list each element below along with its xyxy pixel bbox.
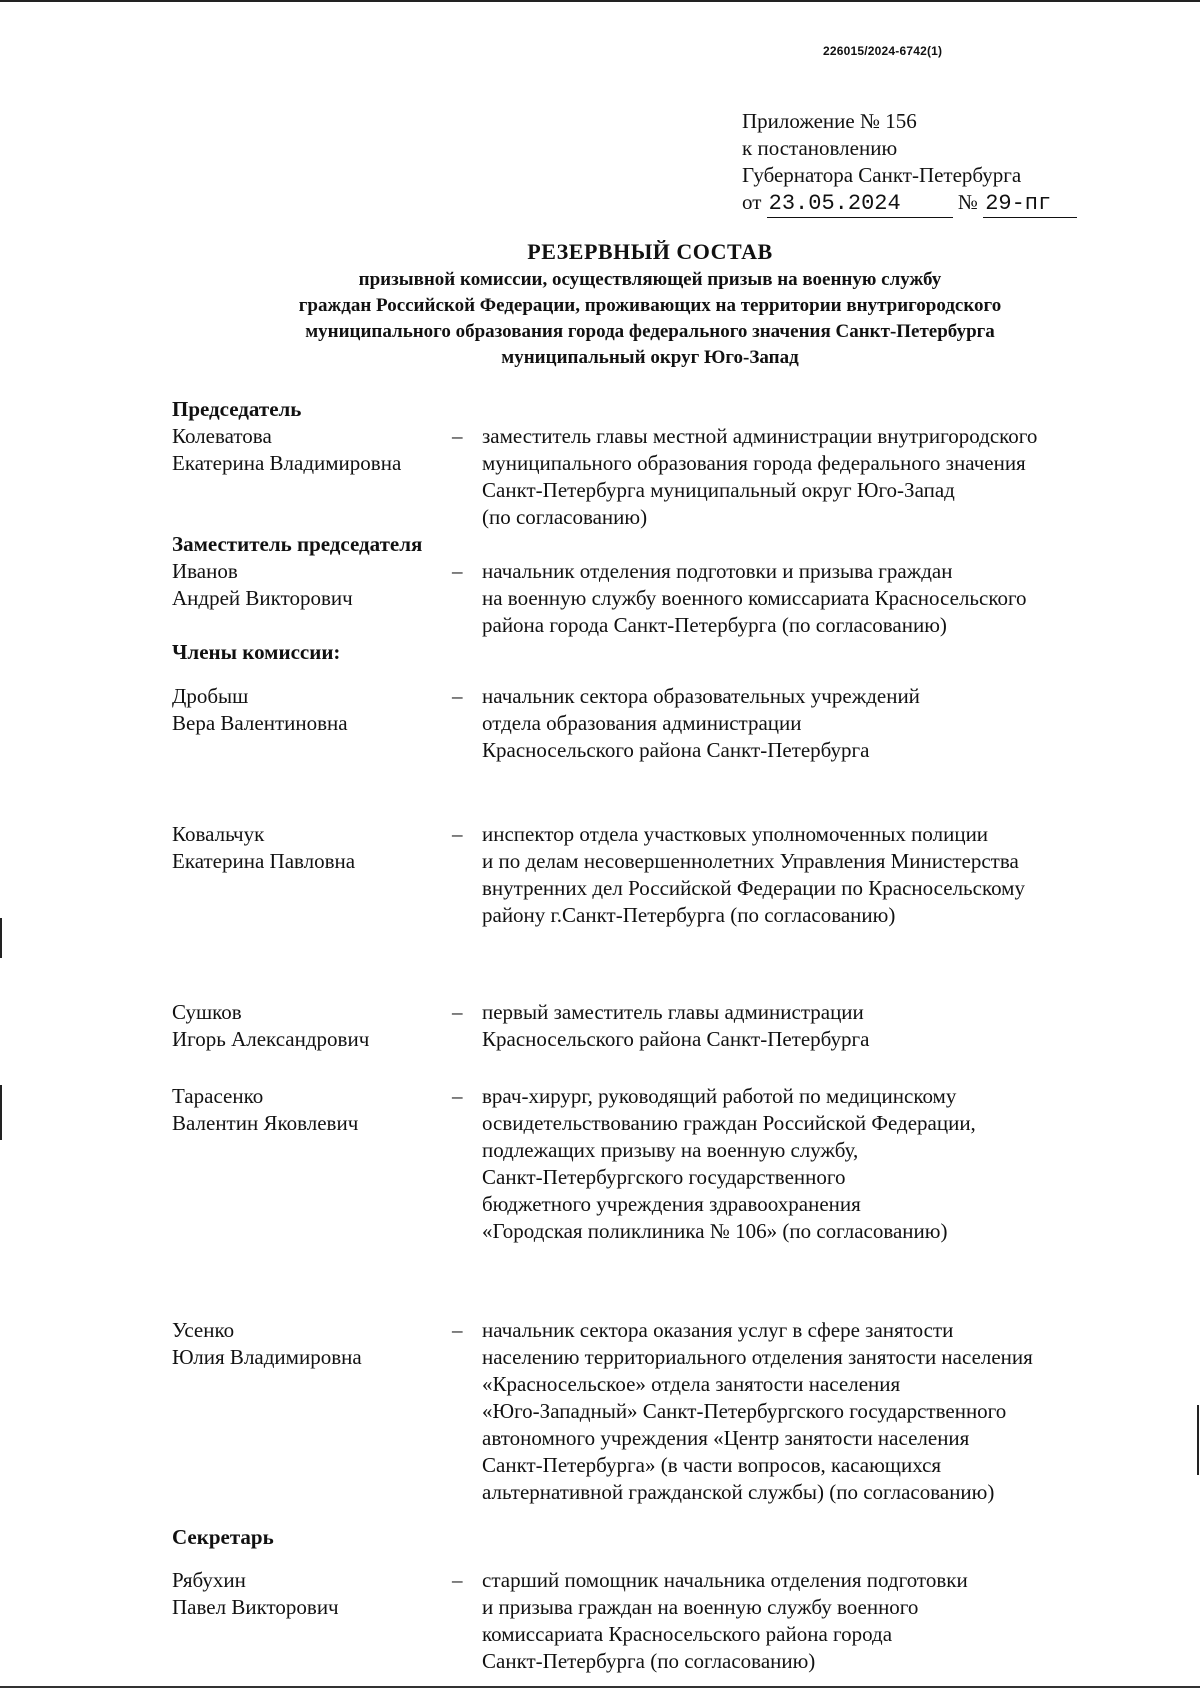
roster-entry-member [172, 1083, 1132, 1243]
dash-separator: – [452, 424, 463, 448]
member-name: Усенко Юлия Владимировна [172, 1318, 362, 1369]
roster-entry-member [172, 683, 1132, 762]
document-title-block [150, 237, 1150, 371]
appendix-block [742, 108, 1077, 218]
member-position: первый заместитель главы администрации Красносельского района Санкт-Петербурга [482, 1000, 870, 1051]
member-name: Ковальчук Екатерина Павловна [172, 822, 356, 873]
scan-edge-top [0, 0, 1200, 2]
document-subtitle-line: граждан Российской Федерации, проживающих на территории внутригородского [298, 295, 1002, 316]
dash-separator: – [452, 822, 463, 846]
member-name: Сушков Игорь Александрович [172, 1000, 370, 1051]
dash-separator: – [452, 1084, 463, 1108]
scan-edge-mark [1197, 1405, 1199, 1475]
document-subtitle-line: муниципальный округ Юго-Запад [501, 347, 799, 368]
roster-entry-member [172, 999, 1132, 1053]
appendix-line: Приложение № 156 [742, 109, 917, 133]
appendix-line: Губернатора Санкт-Петербурга [742, 163, 1022, 187]
decree-date: 23.05.2024 [767, 190, 953, 218]
chair-heading: Председатель [172, 397, 302, 421]
dash-separator: – [452, 684, 463, 708]
registration-number: 226015/2024-6742(1) [823, 44, 943, 58]
scan-edge-mark [0, 918, 2, 958]
number-prefix: № [957, 190, 978, 214]
member-position: начальник отделения подготовки и призыва граждан на военную службу военного комиссариата Красносельского района города Санкт-Петербурга (по согласованию) [482, 559, 1027, 637]
dash-separator: – [452, 1000, 463, 1024]
member-position: врач-хирург, руководящий работой по медицинскому освидетельствованию граждан Российской Федерации, подлежащих призыву на военную службу, Санкт-Петербургского государственного бюджетного учреждения здравоохранения «Городская поликлиника № 106» (по согласованию) [482, 1084, 976, 1243]
roster-entry-member [172, 821, 1132, 927]
roster-entry-secretary [172, 1567, 1132, 1673]
member-name: Дробыш Вера Валентиновна [172, 684, 348, 735]
member-position: старший помощник начальника отделения подготовки и призыва граждан на военную службу военного комиссариата Красносельского района города Санкт-Петербурга (по согласованию) [482, 1568, 968, 1673]
member-name: Тарасенко Валентин Яковлевич [172, 1084, 359, 1135]
scan-edge-mark [0, 1085, 2, 1140]
deputy-heading: Заместитель председателя [172, 532, 423, 556]
dash-separator: – [452, 1568, 463, 1592]
decree-number: 29-пг [983, 190, 1077, 218]
member-position: заместитель главы местной администрации внутригородского муниципального образования города федерального значения Санкт-Петербурга муниципальный округ Юго-Запад (по согласованию) [482, 424, 1038, 529]
document-subtitle-line: муниципального образования города федерального значения Санкт-Петербурга [305, 321, 995, 342]
members-heading: Члены комиссии: [172, 640, 341, 664]
appendix-date-line [742, 189, 1077, 218]
scan-edge-bottom [0, 1686, 1200, 1688]
dash-separator: – [452, 1318, 463, 1342]
member-name: Рябухин Павел Викторович [172, 1568, 339, 1619]
commission-roster [172, 396, 1132, 1673]
document-title: РЕЗЕРВНЫЙ СОСТАВ [527, 239, 773, 264]
secretary-heading: Секретарь [172, 1525, 274, 1549]
member-name: Иванов Андрей Викторович [172, 559, 353, 610]
roster-entry-member [172, 1317, 1132, 1504]
member-name: Колеватова Екатерина Владимировна [172, 424, 402, 475]
document-subtitle-line: призывной комиссии, осуществляющей призыв на военную службу [358, 269, 942, 290]
appendix-line: к постановлению [742, 136, 898, 160]
date-prefix: от [742, 190, 762, 214]
member-position: инспектор отдела участковых уполномоченных полиции и по делам несовершеннолетних Управления Министерства внутренних дел Российской Федерации по Красносельскому району г.Санкт-Петербурга (по согласованию) [482, 822, 1025, 927]
roster-entry-chair [172, 423, 1132, 529]
member-position: начальник сектора оказания услуг в сфере занятости населению территориального отделения занятости населения «Красносельское» отдела занятости населения «Юго-Западный» Санкт-Петербургского государственного автономного учреждения «Центр занятости населения Санкт-Петербурга» (в части вопросов, касающихся альтернативной гражданской службы) (по согласованию) [482, 1318, 1033, 1504]
dash-separator: – [452, 559, 463, 583]
roster-entry-deputy [172, 558, 1132, 637]
member-position: начальник сектора образовательных учреждений отдела образования администрации Красносельского района Санкт-Петербурга [482, 684, 920, 762]
